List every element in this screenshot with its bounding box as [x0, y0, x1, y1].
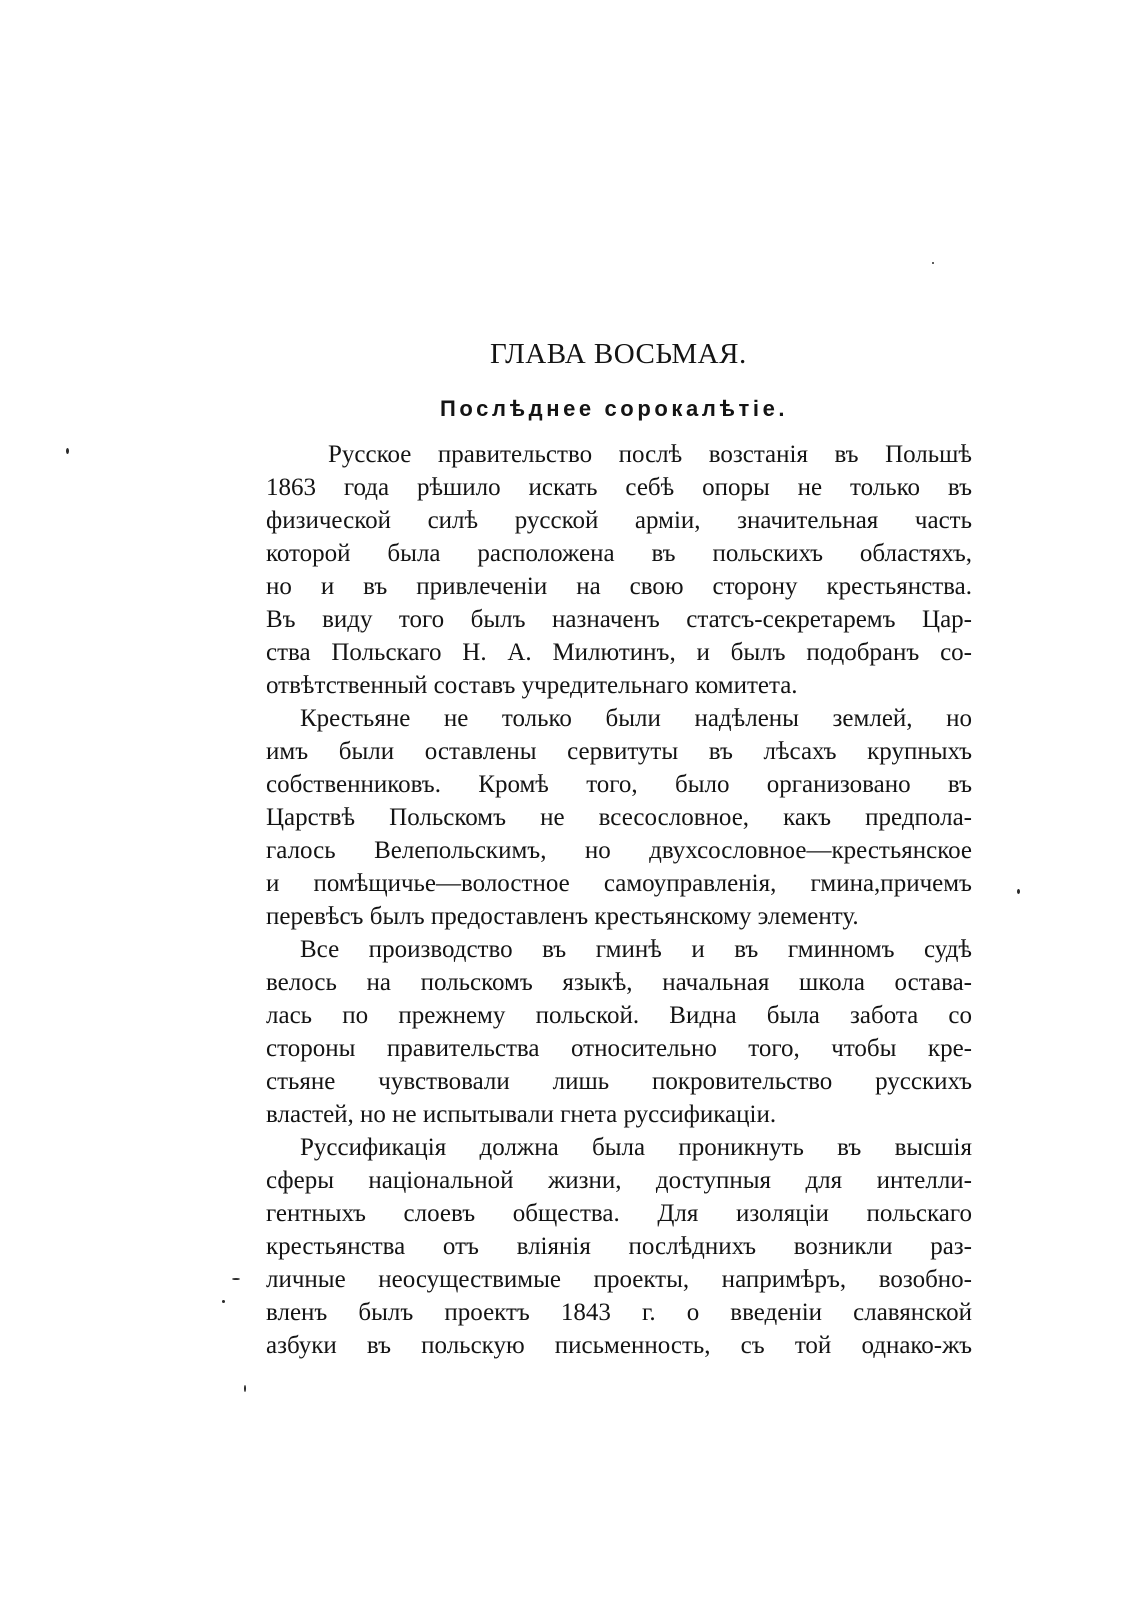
- text-line: личные неосуществимые проекты, напримѣръ, возобно-: [266, 1266, 972, 1293]
- scan-speck: [66, 448, 69, 454]
- chapter-title: ГЛАВА ВОСЬМАЯ.: [490, 338, 747, 370]
- chapter-subtitle: Послѣднее сорокалѣтіе.: [440, 396, 789, 421]
- text-line: лась по прежнему польской. Видна была забота со: [266, 1002, 972, 1029]
- text-line: отвѣтственный составъ учредительнаго комитета.: [266, 672, 798, 699]
- text-line: сферы національной жизни, доступныя для интелли-: [266, 1167, 972, 1194]
- text-line: Крестьяне не только были надѣлены землей, но: [300, 705, 972, 732]
- text-line: но и въ привлеченіи на свою сторону крестьянства.: [266, 573, 972, 600]
- text-line: Все производство въ гминѣ и въ гминномъ судѣ: [300, 936, 972, 963]
- body-text: [266, 438, 972, 1362]
- text-line: властей, но не испытывали гнета руссификаціи.: [266, 1101, 777, 1128]
- text-line: Русское правительство послѣ возстанія въ Польшѣ: [328, 441, 972, 468]
- scan-speck: [932, 262, 934, 264]
- scan-speck: [1017, 889, 1020, 894]
- text-line: вленъ былъ проектъ 1843 г. о введеніи славянской: [266, 1299, 972, 1326]
- text-line: имъ были оставлены сервитуты въ лѣсахъ крупныхъ: [266, 738, 972, 765]
- text-line: и помѣщичье—волостное самоуправленія, гмина,причемъ: [266, 870, 972, 897]
- text-line: Царствѣ Польскомъ не всесословное, какъ предпола-: [266, 804, 972, 831]
- text-line: велось на польскомъ языкѣ, начальная школа остава-: [266, 969, 972, 996]
- text-line: собственниковъ. Кромѣ того, было организовано въ: [266, 771, 972, 798]
- text-line: крестьянства отъ вліянія послѣднихъ возникли раз-: [266, 1233, 972, 1260]
- text-line: Въ виду того былъ назначенъ статсъ-секретаремъ Цар-: [266, 606, 972, 633]
- text-line: Руссификація должна была проникнуть въ высшія: [300, 1134, 972, 1161]
- text-line: стороны правительства относительно того, чтобы кре-: [266, 1035, 972, 1062]
- scan-speck: [244, 1385, 246, 1392]
- text-line: галось Велепольскимъ, но двухсословное—крестьянское: [266, 837, 972, 864]
- text-line: перевѣсъ былъ предоставленъ крестьянскому элементу.: [266, 903, 859, 930]
- scan-speck: [222, 1300, 225, 1303]
- text-line: азбуки въ польскую письменность, съ той однако-жъ: [266, 1332, 972, 1359]
- scan-speck: [232, 1278, 240, 1280]
- text-line: физической силѣ русской арміи, значительная часть: [266, 507, 972, 534]
- text-line: гентныхъ слоевъ общества. Для изоляціи польскаго: [266, 1200, 972, 1227]
- text-line: ства Польскаго Н. А. Милютинъ, и былъ подобранъ со-: [266, 639, 972, 666]
- text-line: 1863 года рѣшило искать себѣ опоры не только въ: [266, 474, 972, 501]
- text-line: стьяне чувствовали лишь покровительство русскихъ: [266, 1068, 972, 1095]
- text-line: которой была расположена въ польскихъ областяхъ,: [266, 540, 972, 567]
